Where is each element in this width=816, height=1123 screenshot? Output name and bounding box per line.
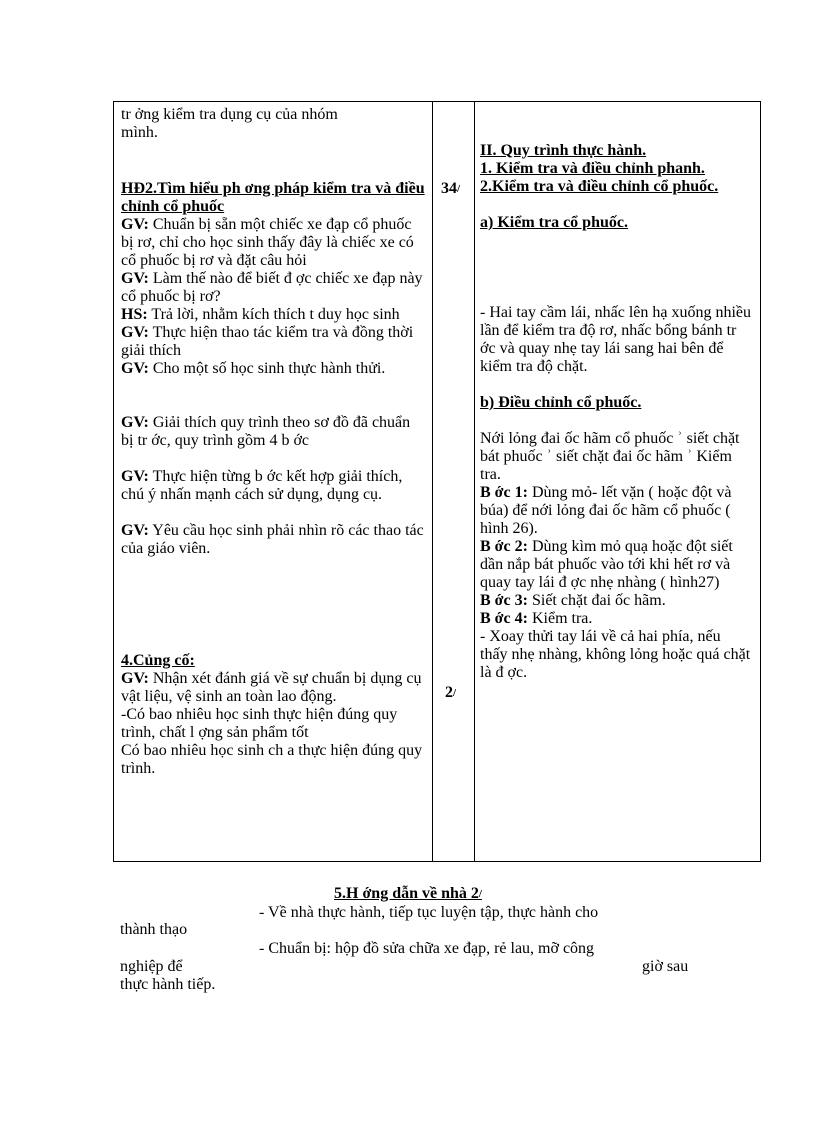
gv-label: GV:	[121, 270, 149, 287]
step-1-text: Dùng mỏ- lết vặn ( hoặc đột và búa) để nới lỏng đai ốc hãm cổ phuốc ( hình 26).	[480, 484, 732, 537]
step-4-label: B ớc 4:	[480, 610, 528, 627]
gv-label: GV:	[121, 522, 149, 539]
time-2: 2/	[445, 684, 457, 701]
gv-label: GV:	[121, 360, 149, 377]
homework-line-5: thực hành tiếp.	[120, 976, 216, 993]
gv-label: GV:	[121, 670, 149, 687]
step-3-text: Siết chặt đai ốc hãm.	[527, 592, 666, 609]
lesson-table	[113, 101, 761, 862]
cung-co-heading: 4.Củng cố:	[121, 652, 195, 669]
activities-column	[121, 102, 426, 778]
check-heading: a) Kiểm tra cổ phuốc.	[480, 214, 628, 231]
gv-demo-text: Thực hiện thao tác kiểm tra và đồng thời giải thích	[121, 324, 414, 359]
section-ii-heading: II. Quy trình thực hành.	[480, 142, 647, 159]
gv-label: GV:	[121, 468, 149, 485]
final-check-text: - Xoay thửi tay lái về cả hai phía, nếu thấy nhẹ nhàng, không lỏng hoặc quá chặt là đ ợc.	[480, 628, 751, 681]
step-1-heading: 1. Kiểm tra và điều chỉnh phanh.	[480, 160, 705, 177]
step-1-label: B ớc 1:	[480, 484, 528, 501]
column-divider-2	[474, 102, 475, 861]
gv-steps-text: Thực hiện từng b ớc kết hợp giải thích, chú ý nhấn mạnh cách sử dụng, dụng cụ.	[121, 468, 403, 503]
step-2-text: Dùng kìm mỏ quạ hoặc đột siết dần nắp bát phuốc vào tới khi hết rơ và quay tay lái đ ợc nhẹ nhàng ( hình27)	[480, 538, 733, 591]
homework-line-3: - Chuẩn bị: hộp đồ sửa chữa xe đạp, rẻ lau, mỡ công	[259, 940, 595, 957]
homework-line-4b: giờ sau	[642, 958, 689, 975]
procedure-column	[480, 102, 752, 682]
step-2-label: B ớc 2:	[480, 538, 528, 555]
time-34: 34/	[441, 180, 461, 197]
gv-observe-text: Yêu cầu học sinh phải nhìn rõ các thao tác của giáo viên.	[121, 522, 424, 557]
gv-question-text: Làm thế nào để biết đ ợc chiếc xe đạp này cổ phuốc bị rơ?	[121, 270, 423, 305]
gv-evaluate-text: Nhận xét đánh giá về sự chuẩn bị dụng cụ vật liệu, vệ sinh an toàn lao động.	[121, 670, 422, 705]
step-3-label: B ớc 3:	[480, 592, 528, 609]
adjust-heading: b) Điều chỉnh cổ phuốc.	[480, 394, 642, 411]
hs-answer-text: Trả lời, nhằm kích thích t duy học sinh	[147, 306, 400, 323]
homework-heading: 5.H ớng dẫn về nhà 2/	[334, 885, 482, 902]
hs-label: HS:	[121, 306, 148, 323]
step-4-text: Kiểm tra.	[527, 610, 593, 627]
intro-line-1: tr ởng kiểm tra dụng cụ của nhóm	[121, 106, 338, 123]
step-2-heading: 2.Kiểm tra và điều chỉnh cổ phuốc.	[480, 178, 719, 195]
gv-practice-text: Cho một số học sinh thực hành thửi.	[148, 360, 386, 377]
gv-label: GV:	[121, 324, 149, 341]
hd2-heading: HĐ2.Tìm hiểu ph ơng pháp kiểm tra và điều chỉnh cổ phuốc	[121, 180, 425, 215]
gv-explain-text: Giải thích quy trình theo sơ đồ đã chuẩn bị tr ớc, quy trình gồm 4 b ớc	[121, 414, 411, 449]
gv-label: GV:	[121, 216, 149, 233]
homework-line-4a: nghiệp để	[120, 958, 183, 975]
gv-prepare-text: Chuẩn bị sẵn một chiếc xe đạp cổ phuốc bị rơ, chỉ cho học sinh thấy đây là chiếc xe có cổ phuốc bị rơ và đặt câu hỏi	[121, 216, 414, 269]
adjust-summary: Nới lỏng đai ốc hãm cổ phuốc ʾ siết chặt bát phuốc ʾ siết chặt đai ốc hãm ʾ Kiểm tra.	[480, 430, 740, 483]
question-incorrect-text: Có bao nhiêu học sinh ch a thực hiện đúng quy trình.	[121, 742, 423, 777]
intro-line-2: mình.	[121, 124, 158, 141]
column-divider-1	[432, 102, 433, 861]
homework-line-1: - Về nhà thực hành, tiếp tục luyện tập, thực hành cho	[259, 904, 599, 921]
check-instructions: - Hai tay cầm lái, nhấc lên hạ xuống nhiều lần để kiểm tra độ rơ, nhấc bổng bánh tr ớc và quay nhẹ tay lái sang hai bên để kiểm tra độ chặt.	[480, 304, 752, 375]
homework-line-2: thành thạo	[120, 921, 188, 938]
gv-label: GV:	[121, 414, 149, 431]
question-correct-text: -Có bao nhiêu học sinh thực hiện đúng quy trình, chất l ợng sản phẩm tốt	[121, 706, 398, 741]
